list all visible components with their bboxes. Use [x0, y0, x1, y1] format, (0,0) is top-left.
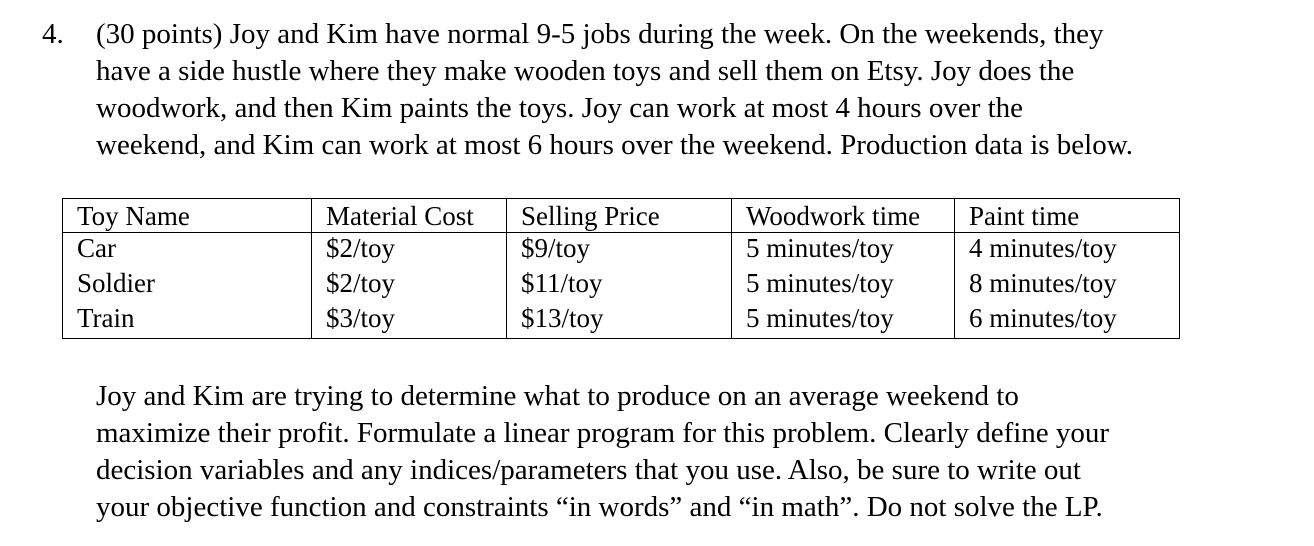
- problem-number: 4.: [42, 18, 64, 50]
- cell-material-cost: $2/toy: [312, 233, 507, 269]
- problem-line: woodwork, and then Kim paints the toys. Joy can work at most 4 hours over the: [96, 92, 1024, 124]
- cell-toy-name: Car: [63, 233, 312, 269]
- cell-material-cost: $3/toy: [312, 303, 507, 339]
- table-row: [63, 268, 1180, 303]
- header-toy-name: Toy Name: [63, 199, 312, 233]
- problem-line: have a side hustle where they make wooden toys and sell them on Etsy. Joy does the: [96, 55, 1075, 87]
- closing-line: decision variables and any indices/parameters that you use. Also, be sure to write out: [96, 454, 1081, 486]
- table-row: [63, 303, 1180, 339]
- cell-toy-name: Soldier: [63, 268, 312, 303]
- closing-line: Joy and Kim are trying to determine what to produce on an average weekend to: [96, 380, 1019, 412]
- closing-line: your objective function and constraints “in words” and “in math”. Do not solve the LP.: [96, 491, 1103, 523]
- header-paint-time: Paint time: [955, 199, 1180, 233]
- problem-statement: [42, 16, 1282, 164]
- table-row: [63, 233, 1180, 269]
- header-woodwork-time: Woodwork time: [732, 199, 955, 233]
- problem-line: (30 points) Joy and Kim have normal 9-5 jobs during the week. On the weekends, they: [96, 18, 1104, 50]
- table-header-row: [63, 199, 1180, 233]
- problem-text: [96, 16, 1282, 164]
- cell-toy-name: Train: [63, 303, 312, 339]
- problem-line: weekend, and Kim can work at most 6 hours over the weekend. Production data is below.: [96, 129, 1134, 161]
- cell-selling-price: $13/toy: [507, 303, 732, 339]
- header-selling-price: Selling Price: [507, 199, 732, 233]
- cell-selling-price: $9/toy: [507, 233, 732, 269]
- cell-selling-price: $11/toy: [507, 268, 732, 303]
- header-material-cost: Material Cost: [312, 199, 507, 233]
- closing-instructions: [96, 378, 1286, 526]
- cell-paint-time: 4 minutes/toy: [955, 233, 1180, 269]
- cell-woodwork-time: 5 minutes/toy: [732, 233, 955, 269]
- cell-material-cost: $2/toy: [312, 268, 507, 303]
- closing-line: maximize their profit. Formulate a linear program for this problem. Clearly define your: [96, 417, 1110, 449]
- cell-paint-time: 8 minutes/toy: [955, 268, 1180, 303]
- cell-woodwork-time: 5 minutes/toy: [732, 268, 955, 303]
- cell-paint-time: 6 minutes/toy: [955, 303, 1180, 339]
- production-data-table: [62, 198, 1180, 339]
- cell-woodwork-time: 5 minutes/toy: [732, 303, 955, 339]
